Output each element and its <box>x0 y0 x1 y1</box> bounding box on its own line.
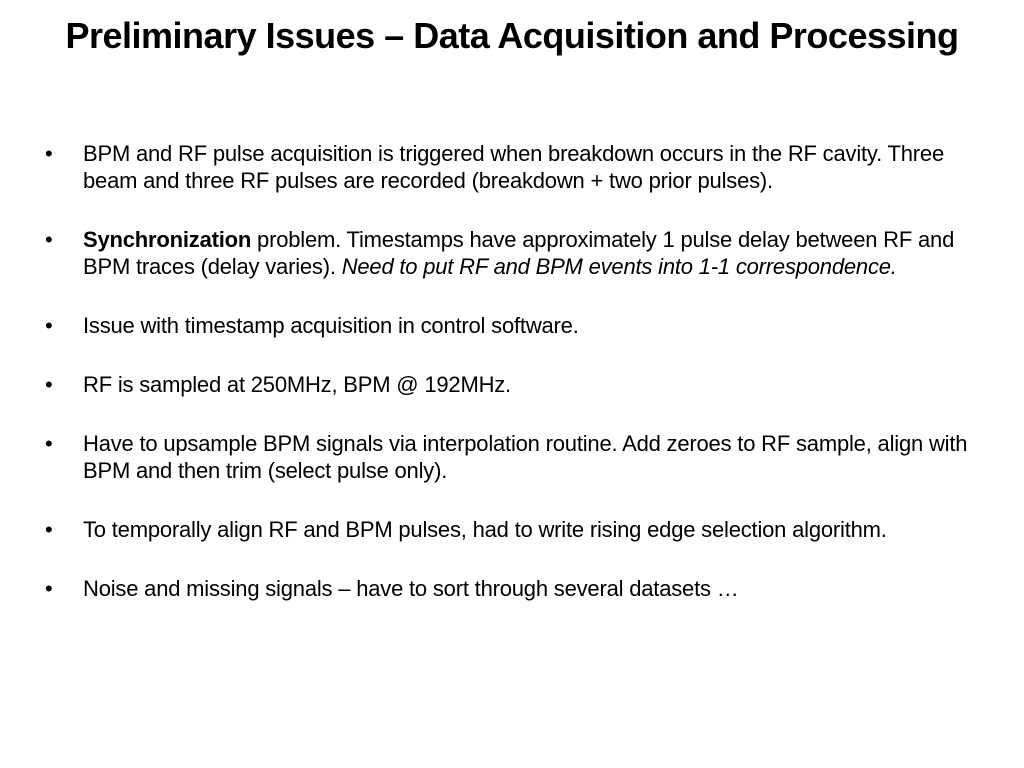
bullet-item <box>40 371 1000 398</box>
bullet-item <box>40 430 1000 484</box>
bullet-marker: • <box>45 141 53 166</box>
bullet-item <box>40 140 1000 194</box>
bullet-text: Have to upsample BPM signals via interpolation routine. Add zeroes to RF sample, align with BPM and then trim (select pulse only). <box>83 431 968 483</box>
bullet-item <box>40 516 1000 543</box>
bullet-marker: • <box>45 431 53 456</box>
bullet-marker: • <box>45 372 53 397</box>
bullet-marker: • <box>45 576 53 601</box>
bullet-marker: • <box>45 227 53 252</box>
bullet-item <box>40 312 1000 339</box>
bullet-text: To temporally align RF and BPM pulses, had to write rising edge selection algorithm. <box>83 517 887 542</box>
bullet-italic-tail: Need to put RF and BPM events into 1-1 correspondence. <box>341 254 897 279</box>
bullet-text: Issue with timestamp acquisition in control software. <box>83 313 579 338</box>
bullet-list <box>40 140 1000 634</box>
slide-title: Preliminary Issues – Data Acquisition and Processing <box>65 15 959 56</box>
bullet-text: BPM and RF pulse acquisition is triggered when breakdown occurs in the RF cavity. Three beam and three RF pulses are recorded (breakdown + two prior pulses). <box>83 141 944 193</box>
bullet-text: Noise and missing signals – have to sort through several datasets … <box>83 576 739 601</box>
bullet-text: RF is sampled at 250MHz, BPM @ 192MHz. <box>83 372 511 397</box>
bullet-bold-lead: Synchronization <box>83 227 252 252</box>
bullet-text: problem. Timestamps have approximately 1 pulse delay between RF and BPM traces (delay varies). <box>83 227 955 279</box>
bullet-marker: • <box>45 313 53 338</box>
bullet-marker: • <box>45 517 53 542</box>
bullet-item <box>40 226 1000 280</box>
bullet-item <box>40 575 1000 602</box>
